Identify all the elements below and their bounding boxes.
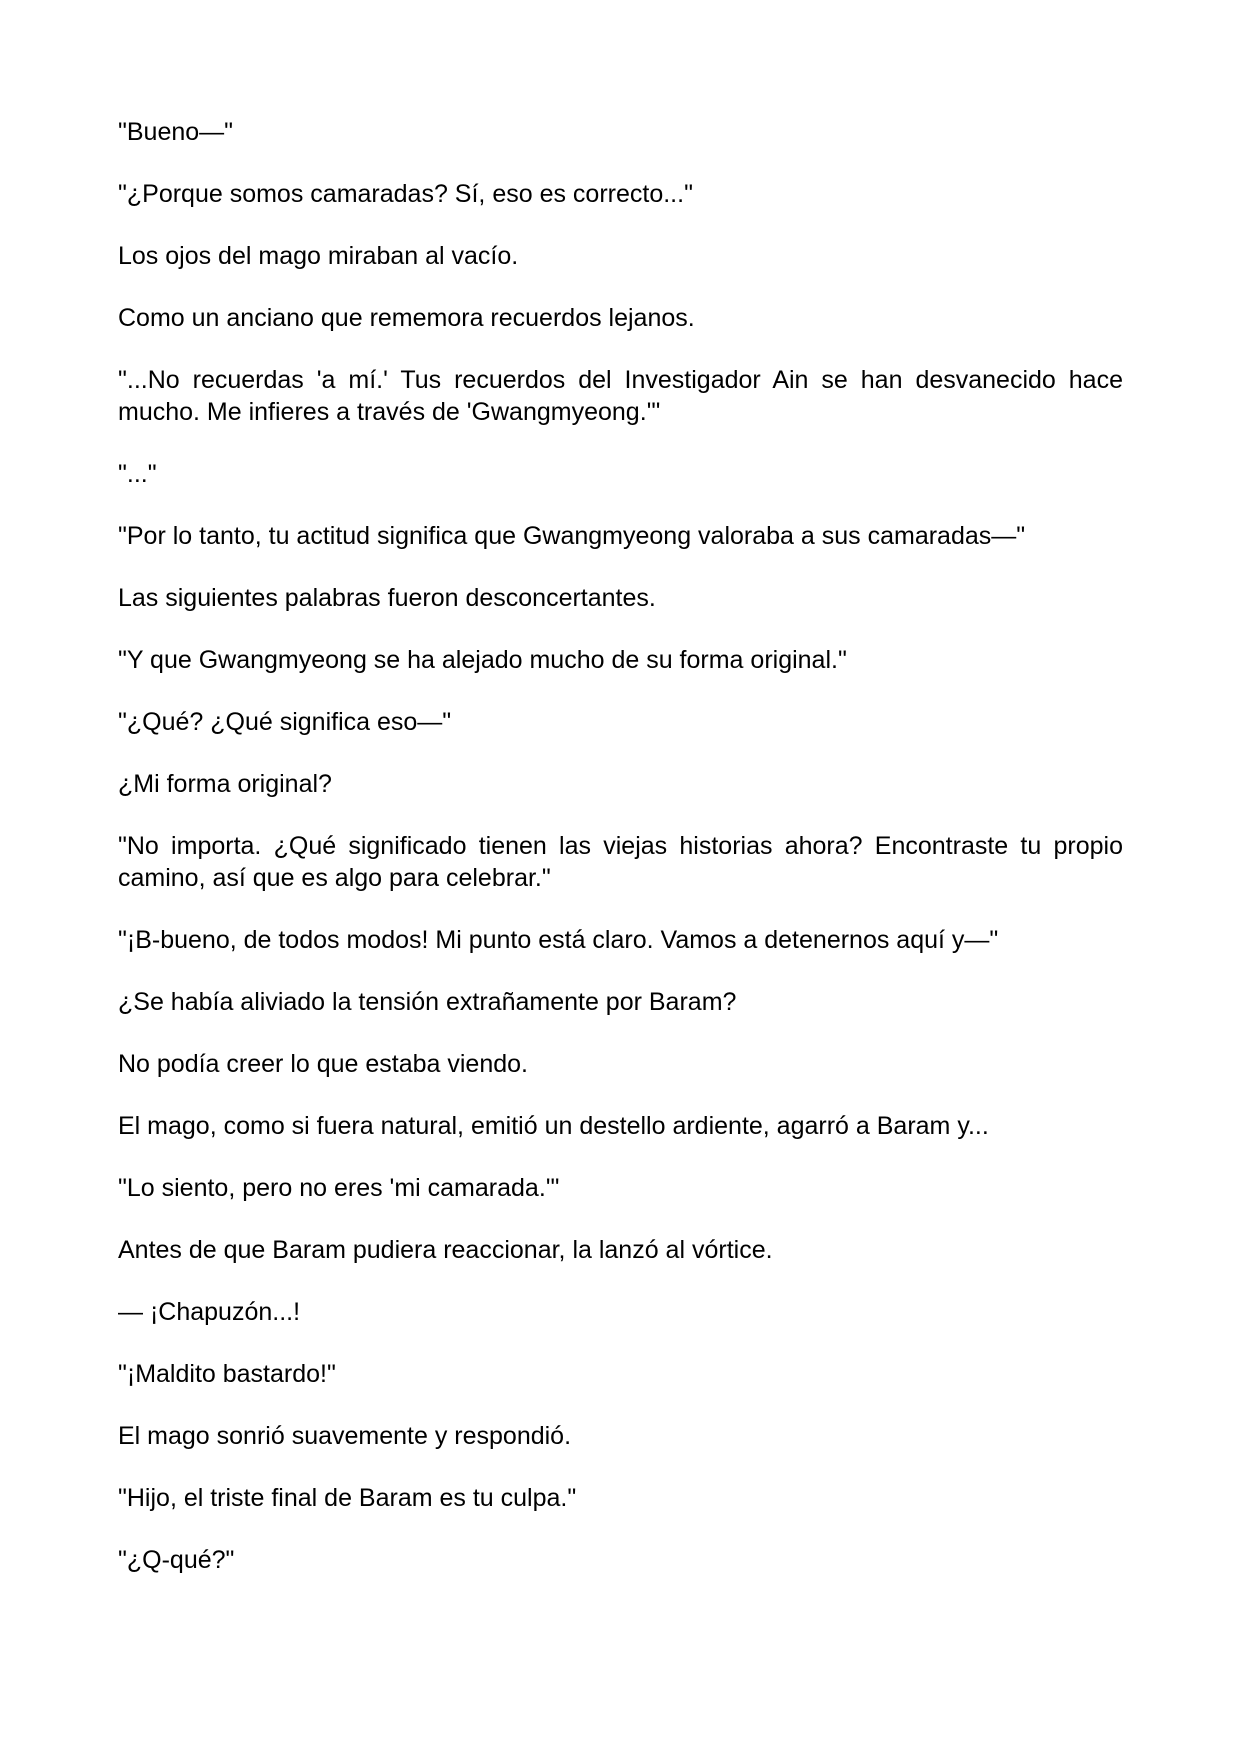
paragraph-14: ¿Se había aliviado la tensión extrañamente por Baram?: [118, 988, 737, 1016]
paragraph-6: "...": [118, 460, 157, 488]
paragraph-8: Las siguientes palabras fueron desconcertantes.: [118, 584, 656, 612]
paragraph-10: "¿Qué? ¿Qué significa eso—": [118, 708, 452, 736]
paragraph-13: "¡B-bueno, de todos modos! Mi punto está claro. Vamos a detenernos aquí y—": [118, 926, 999, 954]
paragraph-12: "No importa. ¿Qué significado tienen las viejas historias ahora? Encontraste tu propio camino, así que es algo para celebrar.": [118, 832, 1123, 892]
paragraph-18: Antes de que Baram pudiera reaccionar, la lanzó al vórtice.: [118, 1236, 773, 1264]
paragraph-2: "¿Porque somos camaradas? Sí, eso es correcto...": [118, 180, 693, 208]
paragraph-22: "Hijo, el triste final de Baram es tu culpa.": [118, 1484, 577, 1512]
paragraph-15: No podía creer lo que estaba viendo.: [118, 1050, 528, 1078]
paragraph-5: "...No recuerdas 'a mí.' Tus recuerdos del Investigador Ain se han desvanecido hace mucho. Me infieres a través de 'Gwangmyeong.'": [118, 366, 1123, 426]
paragraph-11: ¿Mi forma original?: [118, 770, 332, 798]
paragraph-17: "Lo siento, pero no eres 'mi camarada.'": [118, 1174, 560, 1202]
paragraph-19: — ¡Chapuzón...!: [118, 1298, 301, 1326]
paragraph-20: "¡Maldito bastardo!": [118, 1360, 336, 1388]
paragraph-21: El mago sonrió suavemente y respondió.: [118, 1422, 572, 1450]
paragraph-1: "Bueno—": [118, 118, 234, 146]
paragraph-3: Los ojos del mago miraban al vacío.: [118, 242, 519, 270]
paragraph-7: "Por lo tanto, tu actitud significa que Gwangmyeong valoraba a sus camaradas—": [118, 522, 1026, 550]
paragraph-16: El mago, como si fuera natural, emitió un destello ardiente, agarró a Baram y...: [118, 1112, 989, 1140]
paragraph-9: "Y que Gwangmyeong se ha alejado mucho de su forma original.": [118, 646, 847, 674]
document-page: [118, 116, 1123, 1606]
paragraph-4: Como un anciano que rememora recuerdos lejanos.: [118, 304, 695, 332]
paragraph-23: "¿Q-qué?": [118, 1546, 235, 1574]
